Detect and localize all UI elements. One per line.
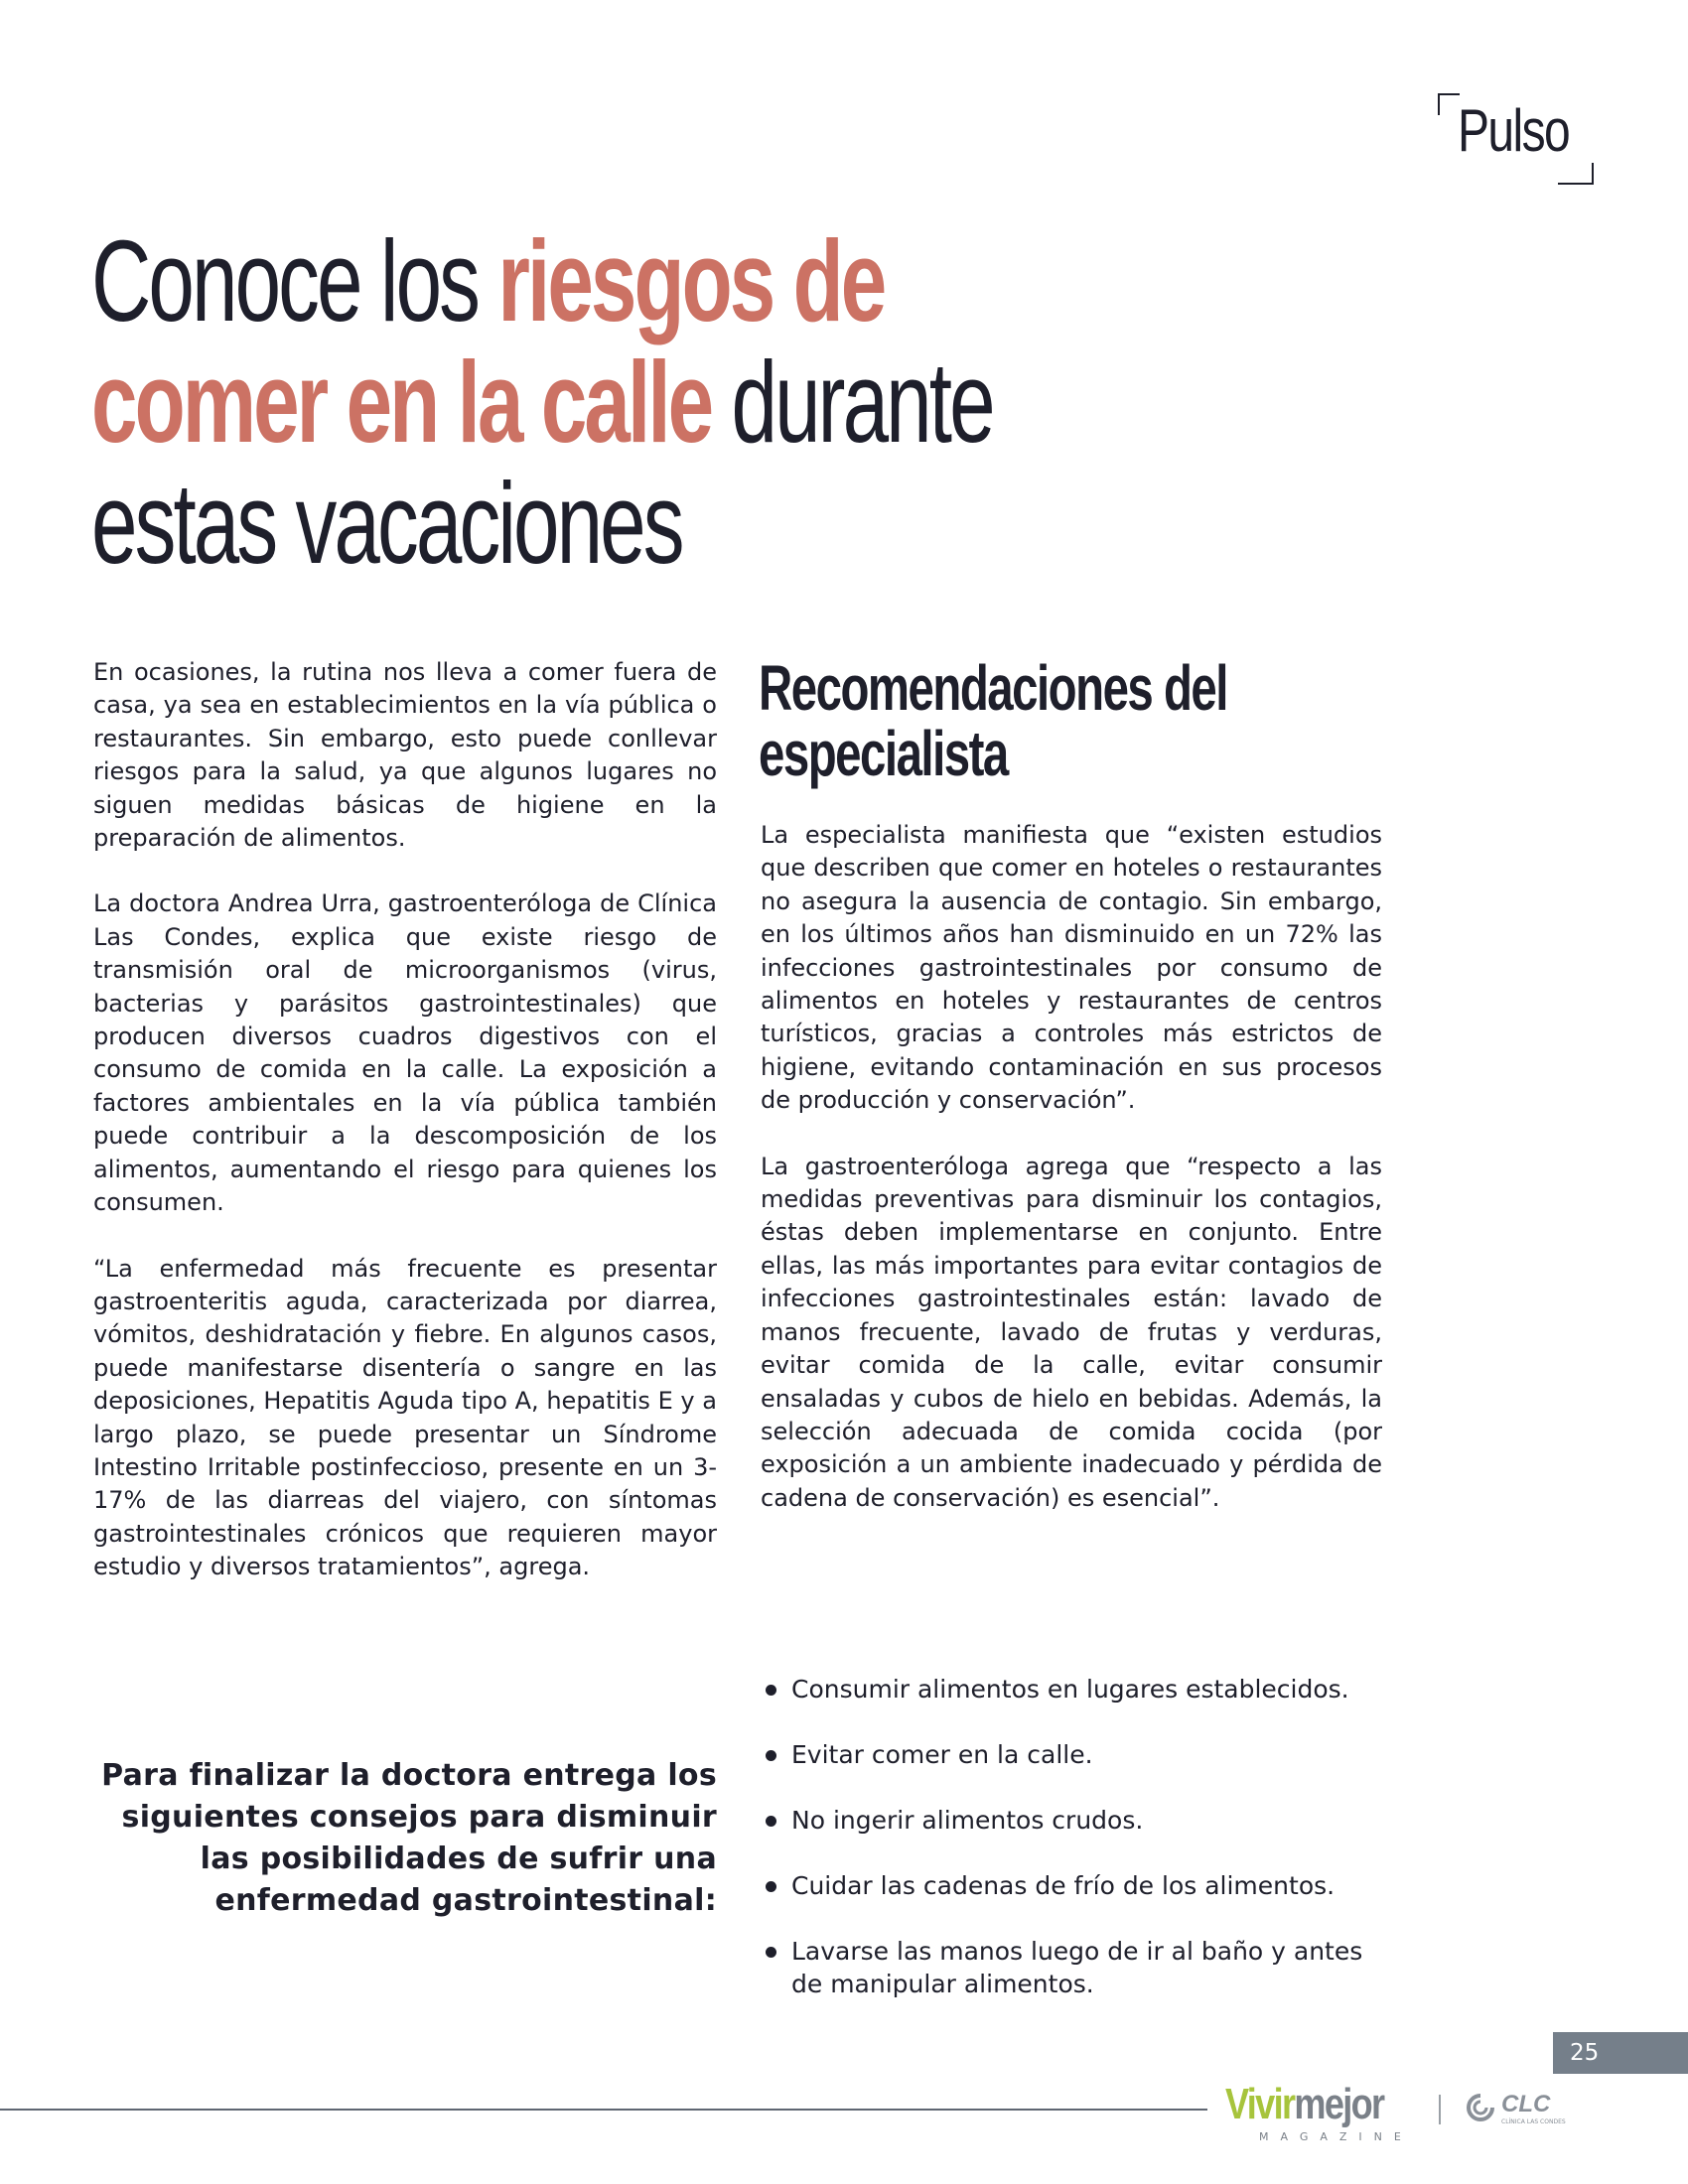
bullet-icon [766, 1750, 776, 1761]
left-column [93, 656, 717, 1617]
footer-divider [0, 2109, 1207, 2111]
tip-text: Lavarse las manos luego de ir al baño y antes de manipular alimentos. [791, 1937, 1363, 1998]
bullet-icon [766, 1685, 776, 1696]
subhead-line-2: especialista [759, 718, 1008, 789]
page-number: 25 [1553, 2032, 1688, 2074]
right-column [761, 819, 1382, 1548]
list-item [761, 1738, 1396, 1771]
list-item [761, 1935, 1396, 2000]
paragraph: La gastroenteróloga agrega que “respecto a las medidas preventivas para disminuir los contagios, éstas deben implementarse en conjunto. Entre ellas, las más importantes para evitar contagios de infecciones gastrointestinales están: lavado de manos frecuente, lavado de frutas y verduras, evitar comida de la calle, evitar consumir ensaladas y cubos de hielo en bebidas. Además, la selección adecuada de comida cocida (por exposición a un ambiente inadecuado y pérdida de cadena de conservación) es esencial”. [761, 1152, 1382, 1512]
callout-text: Para finalizar la doctora entrega los siguientes consejos para disminuir las posibilidades de sufrir una enfermedad gastrointestinal: [101, 1758, 717, 1918]
paragraph: La doctora Andrea Urra, gastroenteróloga de Clínica Las Condes, explica que existe riesgo de transmisión oral de microorganismos (virus, bacterias y parásitos gastrointestinales) que producen diversos cuadros digestivos con el consumo de comida en la calle. La exposición a factores ambientales en la vía pública también puede contribuir a la descomposición de los alimentos, aumentando el riesgo para quienes los consumen. [93, 889, 717, 1217]
section-tag [1438, 93, 1594, 185]
brand-subtitle: MAGAZINE [1259, 2130, 1413, 2143]
list-item [761, 1869, 1396, 1902]
tip-text: Cuidar las cadenas de frío de los alimentos. [791, 1871, 1336, 1900]
tip-text: Evitar comer en la calle. [791, 1740, 1093, 1769]
brand-part-1: Vivir [1225, 2080, 1295, 2128]
clc-emblem-icon [1464, 2093, 1497, 2122]
headline-highlight-1: riesgos de [497, 216, 885, 345]
section-tag-label: Pulso [1458, 97, 1570, 164]
headline-part-3: estas vacaciones [91, 459, 682, 588]
list-item [761, 1804, 1396, 1837]
vivirmejor-logo [1225, 2080, 1420, 2144]
bullet-icon [766, 1881, 776, 1892]
headline-part-1: Conoce los [91, 216, 498, 345]
brand-wordmark [1225, 2080, 1384, 2128]
paragraph: En ocasiones, la rutina nos lleva a comer fuera de casa, ya sea en establecimientos en la vía pública o restaurantes. Sin embargo, esto puede conllevar riesgos para la salud, ya que algunos lugares no siguen medidas básicas de higiene en la preparación de alimentos. [93, 658, 717, 853]
tag-corner-bottom-right [1558, 163, 1594, 185]
bullet-icon [766, 1947, 776, 1958]
headline-part-2: durante [711, 338, 993, 467]
tag-corner-top-left [1438, 93, 1460, 115]
tip-text: Consumir alimentos en lugares establecidos. [791, 1675, 1349, 1704]
clinic-subtitle: CLÍNICA LAS CONDES [1501, 2118, 1566, 2125]
subhead-line-1: Recomendaciones del [759, 652, 1227, 724]
paragraph: La especialista manifiesta que “existen estudios que describen que comer en hoteles o restaurantes no asegura la ausencia de contagio. Sin embargo, en los últimos años han disminuido en un 72% las infecciones gastrointestinales por consumo de alimentos en hoteles y restaurantes de centros turísticos, gracias a controles más estrictos de higiene, evitando contaminación en sus procesos de producción y conservación”. [761, 821, 1382, 1115]
paragraph: “La enfermedad más frecuente es presentar gastroenteritis aguda, caracterizada por diarrea, vómitos, deshidratación y fiebre. En algunos casos, puede manifestarse disentería o sangre en las deposiciones, Hepatitis Aguda tipo A, hepatitis E y a largo plazo, se puede presentar un Síndrome Intestino Irritable postinfeccioso, presente en un 3-17% de las diarreas del viajero, con síntomas gastrointestinales crónicos que requieren mayor estudio y diversos tratamientos”, agrega. [93, 1254, 717, 1581]
bullet-icon [766, 1816, 776, 1827]
clinic-wordmark: CLC [1501, 2091, 1551, 2117]
section-subheading [759, 652, 1227, 789]
clc-logo [1464, 2091, 1566, 2134]
list-item [761, 1673, 1396, 1706]
article-headline [91, 216, 993, 588]
tip-text: No ingerir alimentos crudos. [791, 1806, 1144, 1835]
tips-list [761, 1673, 1396, 2033]
brand-part-2: mejor [1294, 2080, 1384, 2128]
headline-highlight-2: comer en la calle [91, 338, 712, 467]
logo-divider [1439, 2095, 1441, 2124]
